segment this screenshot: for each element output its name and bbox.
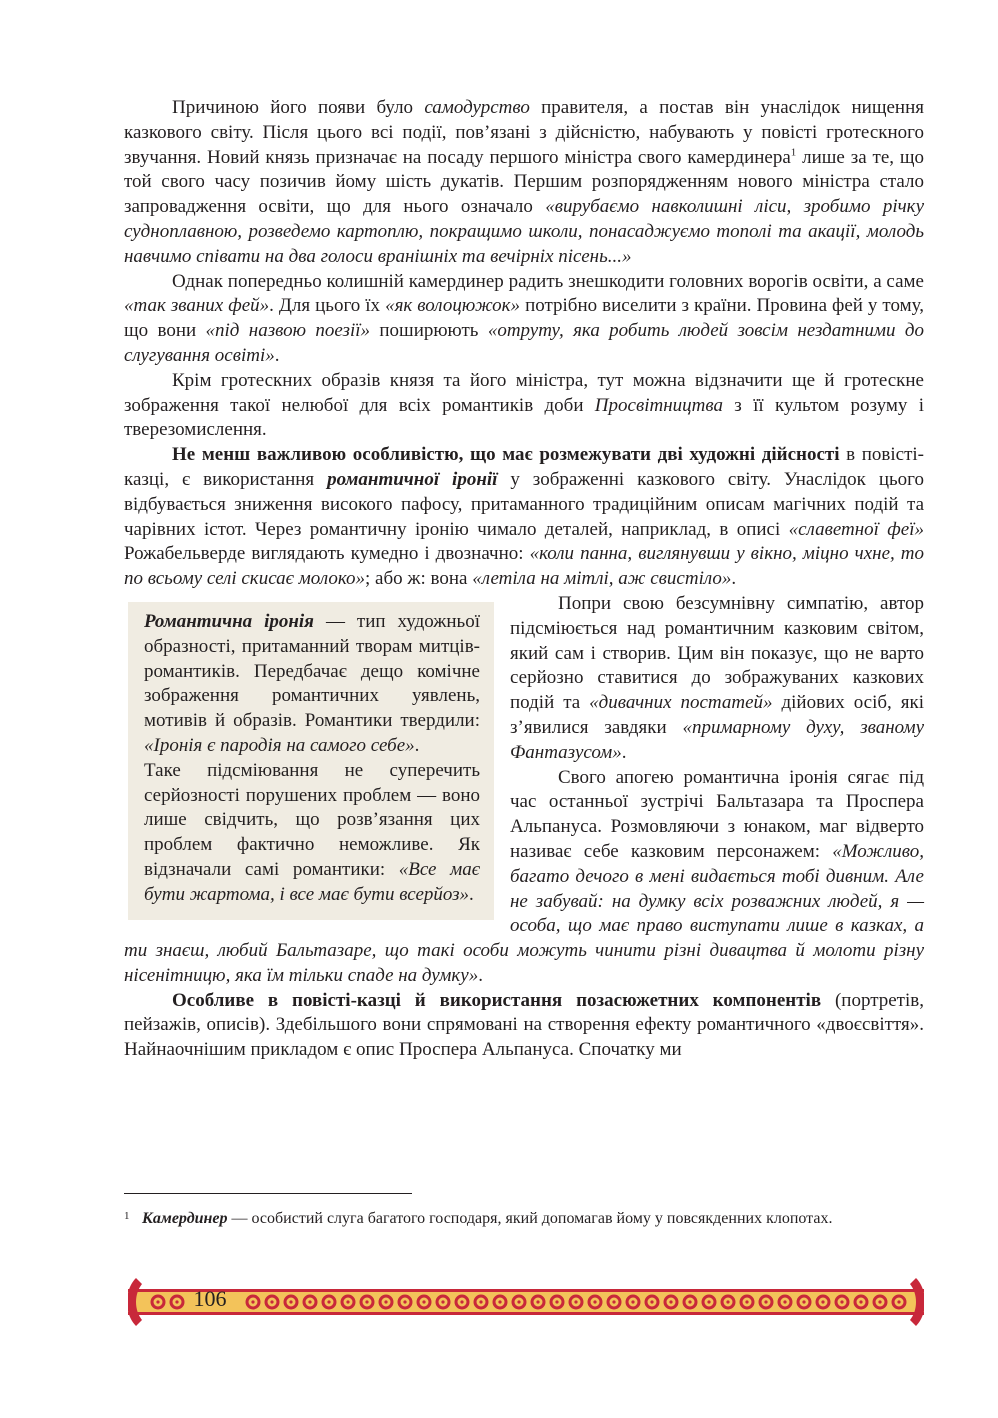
footnote-text: — особистий слуга багатого господаря, який допомагав йому у повсякденних клопотах.	[227, 1210, 833, 1227]
ornament-footer-band	[128, 1272, 924, 1330]
paragraph-5: Попри свою безсумнівну симпатію, автор підсміюється над романтичним казковим світом, який сам і створив. Цим він показує, що не варто серйозно ставитися до зображуваних казкових подій та «дивачних постатей» дійових осіб, які з’явилися завдяки «примарному духу, званому Фантазусом».	[510, 592, 925, 763]
paragraph-6: Свого апогею романтична іронія сягає під час останньої зустрічі Бальтазара та Проспера Альпануса. Розмовляючи з юнаком, маг відверто називає себе казковим персонажем: «Можливо, багато дечого в мені видається тобі дивним. Але не забувай: на думку всіх розважних людей, я — особа, що має право виступати лише в казках, а ти знаєш, любий Бальтазаре, що такі особи можуть чинити різні дивацтва й молоти різну нісенітницю, яка їм тільки спаде на думку».	[124, 766, 924, 986]
paragraph-4: Не менш важливою особливістю, що має розмежувати дві художні дійсності в повісті-казці, є використання романтичної іронії у зображенні казкового світу. Унаслідок цього відбувається зниження високого пафосу, притаманного традиційним описам магічних подій та чарівних істот. Через романтичну іронію чимало деталей, наприклад, в описі «славетної феї» Рожабельверде виглядають кумедно і двозначно: «коли панна, виглянувши у вікно, міцно чхне, то по всьому селі скисає молоко»; або ж: вона «летіла на мітлі, аж свистіло».	[124, 444, 925, 590]
paragraph-1: Причиною його появи було самодурство правителя, а постав він унаслідок нищення казкового світу. Після цього всі події, пов’язані з дійсністю, набувають у повісті гротескного звучання. Новий князь призначає на посаду першого міністра свого камердинера$^1$ лише за те, що той свого часу позичив йому шість дукатів. Першим розпорядженням нового міністра стало запровадження освіти, що для нього означало «вирубаємо навколишні ліси, зробимо річку судноплавною, розведемо картоплю, покращимо школи, понасаджуємо тополі та акації, молодь навчимо співати на два голоси вранішніх та вечірніх пісень...»	[124, 97, 924, 267]
definition-text-2: Таке підсміювання не суперечить серйозності порушених проблем — воно лише свідчить, що розв’язання цих проблем фактично неможливе. Як відзначали самі романтики: «Все має бути жартома, і все має бути всерйоз».	[144, 759, 480, 905]
footnote	[124, 1208, 924, 1229]
paragraph-3: Крім гротескних образів князя та його міністра, тут можна відзначити ще й гротескне зображення такої нелюбої для всіх романтиків доби Просвітництва з її культом розуму і тверезомислення.	[124, 369, 924, 441]
definition-box	[128, 602, 494, 920]
footnote-term: Камердинер	[142, 1210, 228, 1227]
footnote-ref: 1	[790, 146, 797, 159]
footnote-number: 1	[124, 1210, 130, 1222]
definition-text: Романтична іронія — тип художньої образності, притаманний творам митців-романтиків. Передбачає дещо комічне зображення романтичних уявлень, мотивів й образів. Романтики твердили: «Іронія є пародія на самого себе».	[144, 610, 480, 756]
paragraph-7: Особливе в повісті-казці й використання позасюжетних компонентів (портретів, пейзажів, описів). Здебільшого вони спрямовані на створення ефекту романтичного «двоєсвіття». Найнаочнішим прикладом є опис Проспера Альпануса. Спочатку ми	[124, 989, 924, 1061]
paragraph-2: Однак попередньо колишній камердинер радить знешкодити головних ворогів освіти, а саме «так званих фей». Для цього їх «як волоцюжок» потрібно виселити з країни. Провина фей у тому, що вони «під назвою поезії» поширюють «отруту, яка робить людей зовсім нездатними до слугування освіті».	[124, 270, 925, 366]
definition-term: Романтична іронія	[144, 610, 314, 632]
page-number: 106	[193, 1286, 227, 1311]
footnote-divider	[124, 1193, 412, 1194]
page-body	[124, 96, 924, 1063]
